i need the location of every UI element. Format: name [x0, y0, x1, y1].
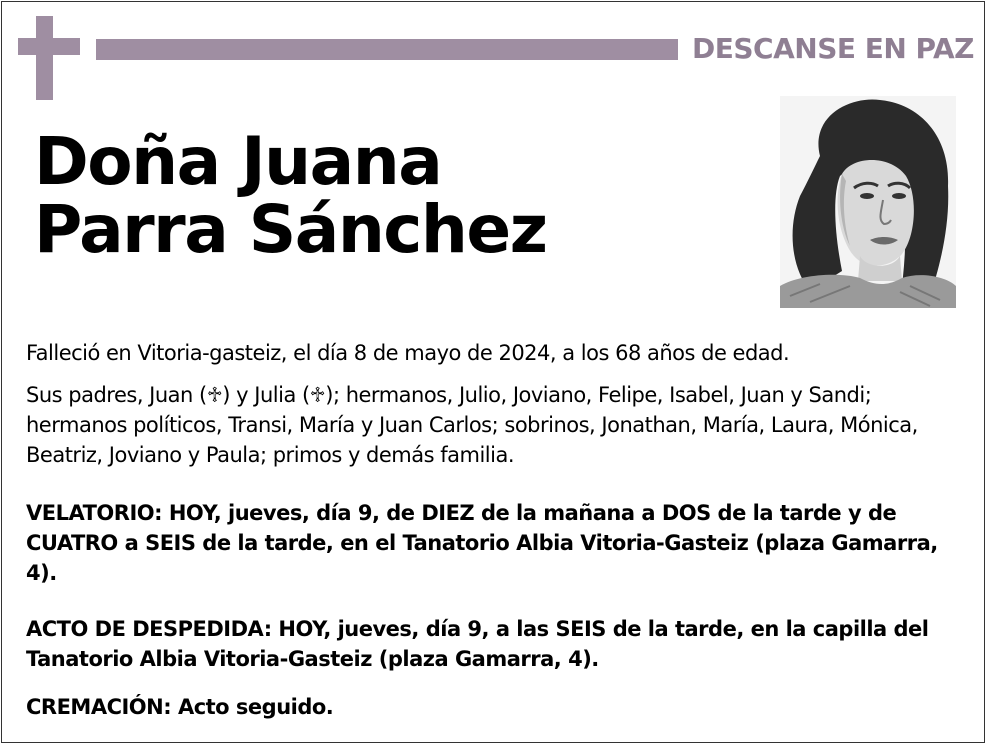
header-band: [96, 39, 678, 60]
headline: DESCANSE EN PAZ: [692, 32, 974, 65]
cross-icon: [36, 16, 53, 100]
name-line-2: Parra Sánchez: [34, 191, 547, 268]
velatorio-text: VELATORIO: HOY, jueves, día 9, de DIEZ de la mañana a DOS de la tarde y de CUATRO a SEIS de la tarde, en el Tanatorio Albia Vitoria-Gasteiz (plaza Gamarra, 4).: [26, 501, 938, 585]
cremacion-text: CREMACIÓN: Acto seguido.: [26, 695, 334, 719]
name-line-1: Doña Juana: [34, 123, 442, 200]
family-text: Sus padres, Juan (♱) y Julia (♱); hermanos, Julio, Joviano, Felipe, Isabel, Juan y Sandi; hermanos políticos, Transi, María y Juan Carlos; sobrinos, Jonathan, María, Laura, Mónica, Beatriz, Joviano y Paula; primos y demás familia.: [26, 383, 918, 467]
portrait-photo-icon: [780, 96, 956, 308]
portrait-photo: [780, 96, 956, 308]
deceased-name: [34, 123, 754, 268]
cross-icon-bar: [18, 38, 80, 55]
death-notice-text: Falleció en Vitoria-gasteiz, el día 8 de mayo de 2024, a los 68 años de edad.: [26, 341, 790, 365]
despedida-text: ACTO DE DESPEDIDA: HOY, jueves, día 9, a las SEIS de la tarde, en la capilla del Tanatorio Albia Vitoria-Gasteiz (plaza Gamarra, 4).: [26, 617, 929, 671]
